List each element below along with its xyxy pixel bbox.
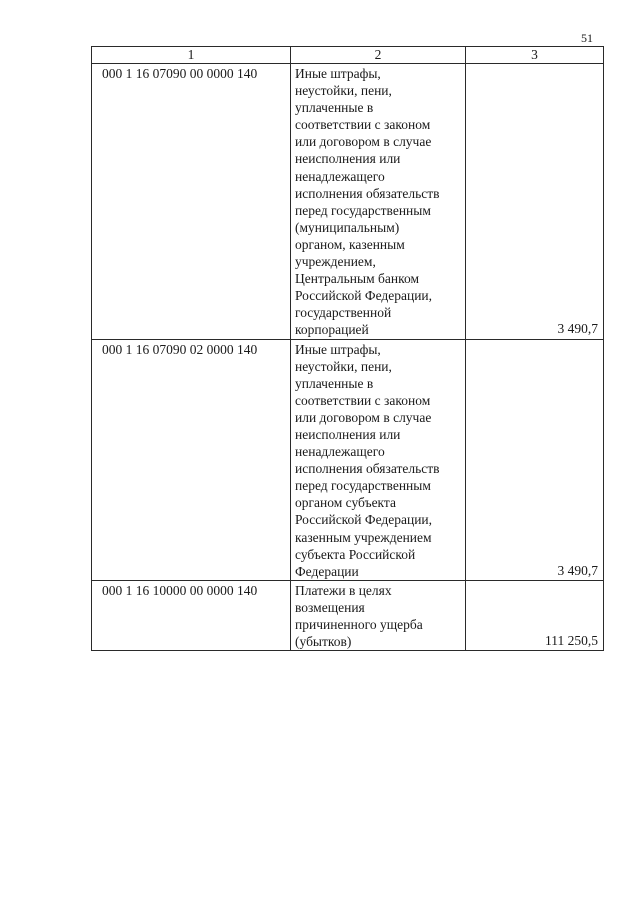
amount-cell: 111 250,5 (466, 580, 604, 650)
amount-cell: 3 490,7 (466, 64, 604, 340)
page-number: 51 (581, 31, 593, 45)
table-body (92, 64, 604, 651)
column-header-1: 1 (92, 47, 291, 64)
income-name-cell: Платежи в целях возмещения причиненного ущерба (убытков) (291, 580, 466, 650)
income-name-cell: Иные штрафы, неустойки, пени, уплаченные в соответствии с законом или договором в случае неисполнения или ненадлежащего исполнения обязательств перед государственным органом субъекта Российской Федерации, казенным учреждением субъекта Российской Федерации (291, 339, 466, 580)
column-header-3: 3 (466, 47, 604, 64)
table-row (92, 64, 604, 340)
column-header-2: 2 (291, 47, 466, 64)
income-name-cell: Иные штрафы, неустойки, пени, уплаченные в соответствии с законом или договором в случае неисполнения или ненадлежащего исполнения обязательств перед государственным (муниципальным) органом, казенным учреждением, Центральным банком Российской Федерации, государственной корпорацией (291, 64, 466, 340)
amount-cell: 3 490,7 (466, 339, 604, 580)
budget-code-cell: 000 1 16 07090 00 0000 140 (92, 64, 291, 340)
table-header (92, 47, 604, 64)
budget-code-cell: 000 1 16 10000 00 0000 140 (92, 580, 291, 650)
table-row (92, 339, 604, 580)
budget-table (91, 46, 604, 651)
header-row (92, 47, 604, 64)
table-row (92, 580, 604, 650)
budget-code-cell: 000 1 16 07090 02 0000 140 (92, 339, 291, 580)
